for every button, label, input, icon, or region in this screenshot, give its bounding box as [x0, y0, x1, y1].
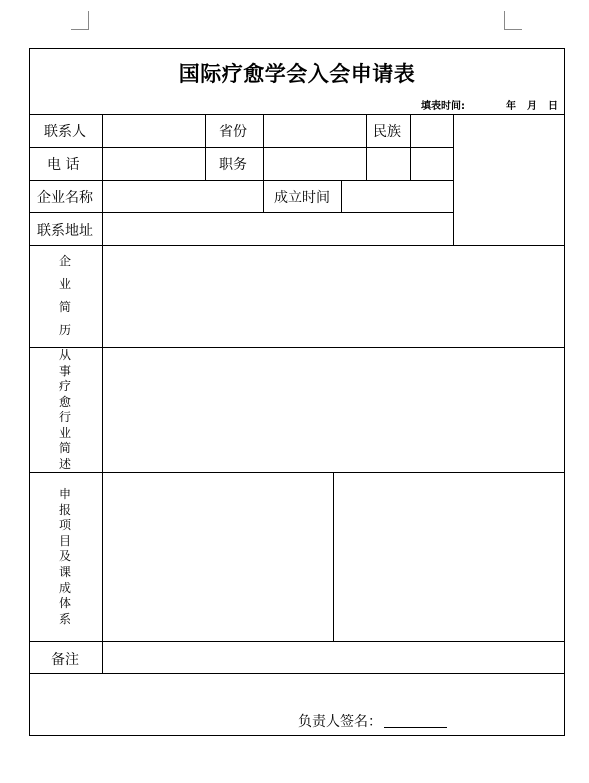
label-char: 报: [58, 502, 71, 517]
crop-mark: [504, 11, 505, 29]
blank-field[interactable]: [411, 148, 453, 180]
signature-label: 负责人签名：: [298, 714, 382, 730]
label-char: 简: [58, 300, 71, 314]
remarks-field[interactable]: [103, 642, 564, 673]
contact-field[interactable]: [103, 115, 205, 147]
table-rule: [29, 673, 565, 674]
crop-mark: [88, 11, 89, 29]
established-field[interactable]: [342, 181, 453, 212]
position-label: 职务: [219, 157, 247, 173]
ethnicity-label: 民族: [373, 124, 401, 140]
photo-field[interactable]: [454, 115, 564, 245]
courses-label: [55, 487, 75, 627]
ethnicity-field[interactable]: [411, 115, 453, 147]
company-name-label: 企业名称: [37, 190, 93, 206]
label-char: 及: [58, 549, 71, 564]
label-char: 企: [58, 254, 71, 268]
province-label: 省份: [219, 124, 247, 140]
industry-summary-label: [55, 348, 75, 472]
label-char: 疗: [58, 379, 71, 393]
crop-mark: [71, 29, 89, 30]
label-char: 成: [58, 580, 71, 595]
signature-line[interactable]: [384, 727, 447, 728]
label-char: 历: [58, 323, 71, 337]
crop-mark: [504, 29, 522, 30]
label-char: 体: [58, 596, 71, 611]
courses-field-left[interactable]: [103, 473, 333, 641]
label-char: 申: [58, 487, 71, 501]
industry-summary-field[interactable]: [103, 348, 564, 472]
label-char: 系: [58, 611, 71, 626]
company-intro-field[interactable]: [103, 246, 564, 347]
year-label: 年: [506, 101, 516, 112]
remarks-label: 备注: [51, 652, 79, 668]
label-char: 目: [58, 533, 71, 548]
label-char: 从: [58, 348, 71, 362]
label-char: 述: [58, 456, 71, 471]
label-char: 业: [58, 277, 71, 291]
address-field[interactable]: [103, 213, 453, 245]
label-char: 行: [58, 410, 71, 424]
position-field[interactable]: [264, 148, 366, 180]
label-char: 愈: [58, 394, 71, 409]
province-field[interactable]: [264, 115, 366, 147]
label-char: 项: [58, 518, 71, 533]
label-char: 课: [58, 564, 71, 579]
label-char: 事: [58, 363, 71, 378]
address-label: 联系地址: [37, 223, 93, 239]
fill-date-label: 填表时间:: [421, 101, 465, 112]
table-rule: [205, 114, 206, 180]
company-intro-label: [55, 250, 75, 342]
label-char: 业: [58, 425, 71, 440]
contact-label: 联系人: [44, 124, 86, 140]
courses-field-right[interactable]: [334, 473, 564, 641]
page-title: 国际疗愈学会入会申请表: [178, 62, 416, 86]
phone-label: 电 话: [47, 157, 80, 173]
month-label: 月: [527, 101, 537, 112]
day-label: 日: [548, 101, 558, 112]
phone-field[interactable]: [103, 148, 205, 180]
established-label: 成立时间: [274, 190, 330, 206]
label-char: 简: [58, 441, 71, 455]
company-name-field[interactable]: [103, 181, 263, 212]
blank-field[interactable]: [367, 148, 410, 180]
